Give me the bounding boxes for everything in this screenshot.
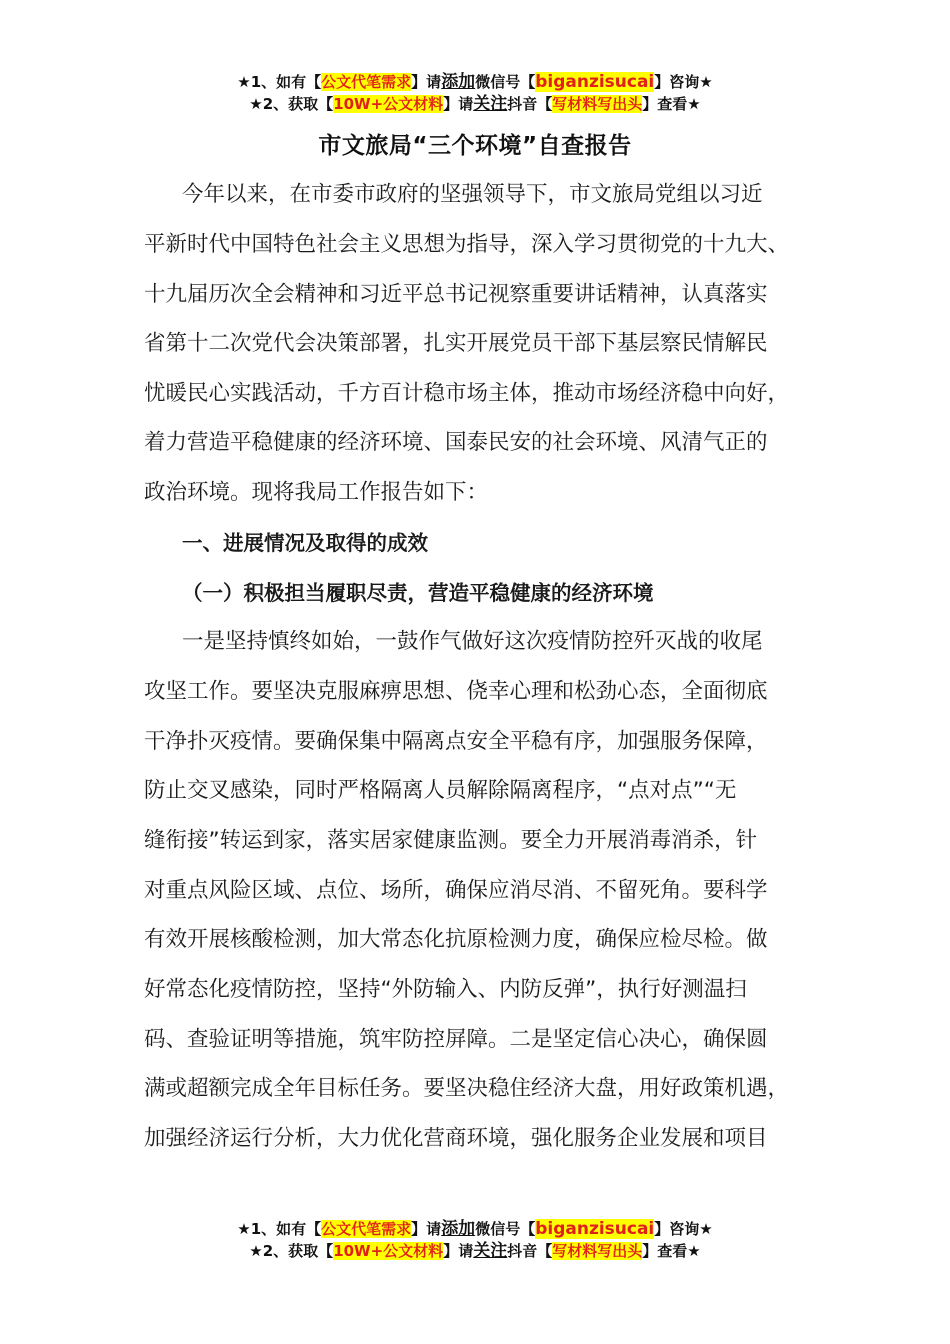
banner-highlight: 10W+公文材料 (333, 95, 444, 113)
body-line: 缝衔接”转运到家，落实居家健康监测。要全力开展消毒消杀，针 (144, 828, 758, 853)
banner-text: 微信号【 (475, 1220, 536, 1238)
body-line: 对重点风险区域、点位、场所，确保应消尽消、不留死角。要科学 (144, 878, 768, 903)
banner-text: 】请 (443, 95, 474, 113)
document-title: 市文旅局“三个环境”自查报告 (318, 133, 632, 159)
section-heading: 一、进展情况及取得的成效 (182, 531, 428, 555)
body-line: 忧暖民心实践活动，千方百计稳市场主体，推动市场经济稳中向好， (144, 381, 790, 406)
banner-text: ★1、如有【 (237, 1220, 322, 1238)
body-line: 加强经济运行分析，大力优化营商环境，强化服务企业发展和项目 (144, 1126, 768, 1151)
body-line: 防止交叉感染，同时严格隔离人员解除隔离程序，“点对点”“无 (144, 778, 737, 803)
banner-text: 】查看★ (642, 95, 701, 113)
body-line: 满或超额完成全年目标任务。要坚决稳住经济大盘，用好政策机遇， (144, 1076, 790, 1101)
banner-highlight: biganzisucai (535, 1219, 655, 1239)
banner-emphasis: 关注 (473, 1241, 508, 1261)
banner-line-1 (0, 71, 950, 93)
body-line: 好常态化疫情防控，坚持“外防输入、内防反弹”，执行好测温扫 (144, 977, 747, 1002)
body-line: 省第十二次党代会决策部署，扎实开展党员干部下基层察民情解民 (144, 331, 768, 356)
banner-highlight: biganzisucai (535, 72, 655, 92)
banner-highlight: 10W+公文材料 (333, 1242, 444, 1260)
banner-text: 】请 (411, 1220, 442, 1238)
header-banner (0, 71, 950, 115)
body-line: 平新时代中国特色社会主义思想为指导，深入学习贯彻党的十九大、 (144, 232, 790, 257)
banner-emphasis: 添加 (441, 72, 476, 92)
subsection-heading: （一）积极担当履职尽责，营造平稳健康的经济环境 (182, 581, 654, 605)
banner-text: 】请 (411, 73, 442, 91)
body-line: 码、查验证明等措施，筑牢防控屏障。二是坚定信心决心，确保圆 (144, 1027, 768, 1052)
banner-highlight: 公文代笔需求 (321, 1220, 412, 1238)
banner-emphasis: 关注 (473, 94, 508, 114)
footer-banner (0, 1218, 950, 1262)
body-line: 着力营造平稳健康的经济环境、国泰民安的社会环境、风清气正的 (144, 430, 768, 455)
banner-text: ★2、获取【 (249, 95, 334, 113)
banner-highlight: 写材料写出头 (552, 95, 643, 113)
banner-text: 】咨询★ (654, 73, 713, 91)
body-line: 政治环境。现将我局工作报告如下： (144, 480, 489, 505)
body-line: 有效开展核酸检测，加大常态化抗原检测力度，确保应检尽检。做 (144, 927, 768, 952)
body-line: 十九届历次全会精神和习近平总书记视察重要讲话精神，认真落实 (144, 282, 768, 307)
banner-highlight: 写材料写出头 (552, 1242, 643, 1260)
banner-text: 】咨询★ (654, 1220, 713, 1238)
body-line: 今年以来，在市委市政府的坚强领导下，市文旅局党组以习近 (182, 182, 763, 207)
banner-line-2 (0, 1240, 950, 1262)
banner-text: 】查看★ (642, 1242, 701, 1260)
banner-text: ★2、获取【 (249, 1242, 334, 1260)
banner-text: 】请 (443, 1242, 474, 1260)
body-line: 干净扑灭疫情。要确保集中隔离点安全平稳有序，加强服务保障， (144, 729, 768, 754)
banner-line-2 (0, 93, 950, 115)
banner-text: 抖音【 (507, 95, 553, 113)
banner-text: 微信号【 (475, 73, 536, 91)
banner-line-1 (0, 1218, 950, 1240)
body-line: 攻坚工作。要坚决克服麻痹思想、侥幸心理和松劲心态，全面彻底 (144, 679, 768, 704)
banner-text: ★1、如有【 (237, 73, 322, 91)
banner-highlight: 公文代笔需求 (321, 73, 412, 91)
banner-emphasis: 添加 (441, 1219, 476, 1239)
body-line: 一是坚持慎终如始，一鼓作气做好这次疫情防控歼灭战的收尾 (182, 629, 763, 654)
banner-text: 抖音【 (507, 1242, 553, 1260)
